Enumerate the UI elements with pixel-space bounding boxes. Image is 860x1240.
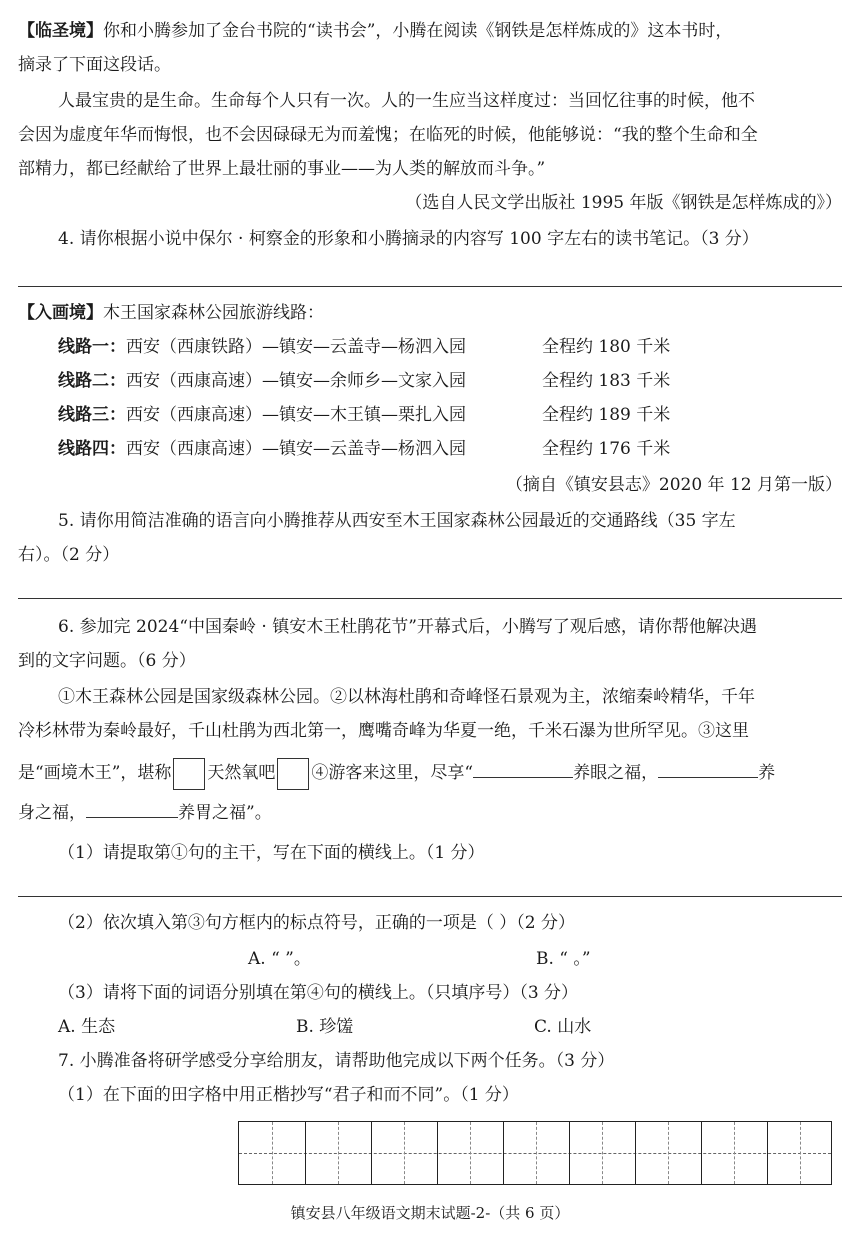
quote-line2: 会因为虚度年华而悔恨，也不会因碌碌无为而羞愧；在临死的时候，他能够说：“我的整个生命和全 — [18, 125, 758, 145]
fill-blank-2[interactable] — [658, 757, 758, 778]
grid-cell-midline — [404, 1122, 405, 1184]
grid-cell-border — [635, 1122, 636, 1184]
route-3: 线路三：西安（西康高速）—镇安—木王镇—栗扎入园 — [58, 405, 466, 425]
passage-line2: 冷杉林带为秦岭最好，千山杜鹃为西北第一，鹰嘴奇峰为华夏一绝，千米石瀑为世所罕见。③这里 — [18, 721, 749, 741]
grid-cell-border — [503, 1122, 504, 1184]
grid-cell-border — [701, 1122, 702, 1184]
fill-blank-1[interactable] — [473, 757, 573, 778]
quote-line1: 人最宝贵的是生命。生命每个人只有一次。人的一生应当这样度过：当回忆往事的时候，他不 — [58, 91, 755, 111]
grid-cell-midline — [338, 1122, 339, 1184]
answer-line-q6-1[interactable] — [18, 896, 842, 897]
section1-tag: 【临圣境】 — [18, 21, 103, 41]
route-4: 线路四：西安（西康高速）—镇安—云盖寺—杨泗入园 — [58, 439, 466, 459]
grid-cell-border — [371, 1122, 372, 1184]
grid-cell-midline — [734, 1122, 735, 1184]
grid-cell-midline — [668, 1122, 669, 1184]
question-7: 7. 小腾准备将研学感受分享给朋友，请帮助他完成以下两个任务。（3 分） — [58, 1051, 615, 1071]
answer-line-q5[interactable] — [18, 598, 842, 599]
route-4-distance: 全程约 176 千米 — [542, 439, 671, 459]
route-1-distance: 全程约 180 千米 — [542, 337, 671, 357]
option-a[interactable]: A. “ ”。 — [248, 949, 311, 969]
grid-cell-border — [767, 1122, 768, 1184]
tianzige-grid[interactable] — [238, 1121, 832, 1185]
answer-line-q4[interactable] — [18, 286, 842, 287]
route-2: 线路二：西安（西康高速）—镇安—余师乡—文家入园 — [58, 371, 466, 391]
word-c: C. 山水 — [534, 1017, 592, 1037]
section1-source: （选自人民文学出版社 1995 年版《钢铁是怎样炼成的》） — [405, 193, 842, 213]
grid-cell-midline — [272, 1122, 273, 1184]
grid-midline — [239, 1153, 831, 1154]
fill-blank-3[interactable] — [86, 797, 178, 818]
question-6-sub3: （3）请将下面的词语分别填在第④句的横线上。（只填序号）（3 分） — [58, 983, 579, 1003]
grid-cell-midline — [470, 1122, 471, 1184]
punctuation-box-2[interactable] — [277, 758, 309, 790]
passage-line4: 身之福， 养胃之福”。 — [18, 796, 842, 830]
question-5-line2: 右）。（2 分） — [18, 545, 120, 565]
section1-intro-line2: 摘录了下面这段话。 — [18, 55, 171, 75]
route-3-distance: 全程约 189 千米 — [542, 405, 671, 425]
question-4: 4. 请你根据小说中保尔 · 柯察金的形象和小腾摘录的内容写 100 字左右的读书笔记。（3 分） — [58, 229, 759, 249]
question-6-line1: 6. 参加完 2024“中国秦岭 · 镇安木王杜鹃花节”开幕式后，小腾写了观后感，请你帮他解决遇 — [58, 617, 757, 637]
grid-cell-midline — [602, 1122, 603, 1184]
question-5-line1: 5. 请你用简洁准确的语言向小腾推荐从西安至木王国家森林公园最近的交通路线（35 字左 — [58, 511, 736, 531]
question-6-line2: 到的文字问题。（6 分） — [18, 651, 196, 671]
grid-cell-border — [437, 1122, 438, 1184]
question-6-sub2: （2）依次填入第③句方框内的标点符号，正确的一项是（ ）（2 分） — [58, 913, 575, 933]
option-b[interactable]: B. “ 。” — [536, 949, 591, 969]
question-6-sub1: （1）请提取第①句的主干，写在下面的横线上。（1 分） — [58, 843, 485, 863]
grid-cell-border — [305, 1122, 306, 1184]
passage-line3: 是“画境木王”，堪称 天然氧吧 ④游客来这里，尽享“ 养眼之福， 养 — [18, 756, 842, 790]
page-footer: 镇安县八年级语文期末试题-2-（共 6 页） — [290, 1204, 570, 1222]
section2-intro: 【入画境】木王国家森林公园旅游线路： — [18, 303, 324, 323]
passage-line1: ①木王森林公园是国家级森林公园。②以林海杜鹃和奇峰怪石景观为主，浓缩秦岭精华，千年 — [58, 687, 755, 707]
quote-line3: 部精力，都已经献给了世界上最壮丽的事业——为人类的解放而斗争。” — [18, 159, 546, 179]
grid-cell-midline — [536, 1122, 537, 1184]
route-2-distance: 全程约 183 千米 — [542, 371, 671, 391]
punctuation-box-1[interactable] — [173, 758, 205, 790]
grid-cell-midline — [800, 1122, 801, 1184]
word-b: B. 珍馐 — [296, 1017, 354, 1037]
section2-source: （摘自《镇安县志》2020 年 12 月第一版） — [505, 475, 842, 495]
question-7-sub1: （1）在下面的田字格中用正楷抄写“君子和而不同”。（1 分） — [58, 1085, 519, 1105]
section1-intro-line1: 【临圣境】你和小腾参加了金台书院的“读书会”，小腾在阅读《钢铁是怎样炼成的》这本书时， — [18, 21, 733, 41]
word-a: A. 生态 — [58, 1017, 116, 1037]
grid-cell-border — [569, 1122, 570, 1184]
section2-tag: 【入画境】 — [18, 303, 103, 323]
route-1: 线路一：西安（西康铁路）—镇安—云盖寺—杨泗入园 — [58, 337, 466, 357]
